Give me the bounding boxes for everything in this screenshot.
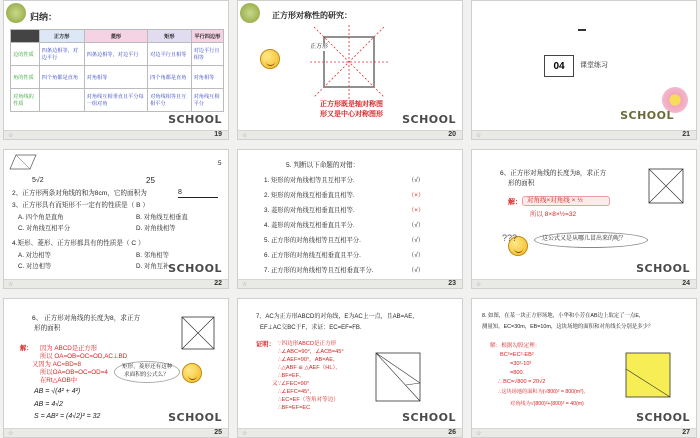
slide-number: 26: [448, 429, 456, 436]
question-line1: 6、 正方形对角线的长度为8，求正方: [32, 315, 141, 322]
question-line2: 形的面积: [34, 325, 61, 332]
solution-step: BC²=EC²-EB²: [500, 352, 534, 358]
thought-text: 这公式又是从哪儿冒出来的呢？: [542, 236, 627, 242]
mark-2: （×）: [408, 192, 425, 199]
table-header: 平行四边形: [191, 30, 223, 43]
slide-footer: [238, 428, 462, 437]
question-line1: 8. 如图，在某一块正方形场地，小华和小芳在AB边上取定了一点E，: [482, 313, 645, 319]
school-watermark: SCHOOL: [168, 113, 222, 126]
statement-7: 7. 正方形的对角线相等且互相垂直平分.: [264, 267, 374, 274]
slide-anim-icon: ☆: [476, 133, 482, 139]
row-header: 边的性质: [11, 43, 40, 66]
square-abcd-diagram: [176, 313, 220, 355]
slide-number: 24: [682, 280, 690, 287]
slide-title: 归纳：: [30, 12, 58, 22]
slide-number: 22: [214, 280, 222, 287]
slide-thumbnail-22[interactable]: [3, 149, 229, 289]
option-a: A. 对边相等: [18, 252, 51, 259]
statement-6: 6. 正方形的对角线互相垂直且平分.: [264, 252, 361, 259]
solution-step: =30²-10²: [510, 361, 532, 367]
table-cell: 对角相等: [191, 66, 223, 89]
answer-5: 5: [218, 160, 222, 167]
school-watermark: SCHOOL: [636, 262, 690, 275]
area-calculation: 所以 8×8×½=32: [530, 211, 577, 218]
slide-thumbnail-25[interactable]: [3, 298, 229, 438]
question-3: 3、正方形具有而矩形不一定有的性质是（ B ）: [12, 202, 150, 209]
slide-anim-icon: ☆: [8, 431, 14, 437]
table-cell: 四个角都是直角: [148, 66, 191, 89]
table-cell: 四个角都是直角: [39, 66, 84, 89]
slide-anim-icon: ☆: [242, 282, 248, 288]
section-badge: 04: [544, 55, 574, 77]
table-header: [11, 30, 40, 43]
parallelogram-diagram: [8, 153, 38, 173]
summary-table: [10, 29, 224, 112]
question-line1: 6、正方形对角线的长度为8，求正方: [500, 170, 607, 177]
solution-label: 解：: [20, 345, 33, 352]
school-watermark: SCHOOL: [620, 109, 674, 122]
answer-8: 8: [178, 188, 218, 198]
table-cell: 四条边相等，对边平行: [39, 43, 84, 66]
solution-step: ∴这块场地的面积为(√800)² = 800(m²),: [498, 389, 585, 395]
school-watermark: SCHOOL: [402, 113, 456, 126]
equation-1: AB = √(4² + 4²): [34, 388, 81, 395]
question-line2: 测量知，EC=30m，EB=10m，这块场地的面积和对角线长分别是多少？: [482, 324, 654, 330]
solution-step: 解：根据勾股定理：: [490, 343, 541, 349]
table-header: 正方形: [39, 30, 84, 43]
table-cell: 对角线互相垂直且平分每一组对角: [84, 89, 147, 112]
solution-label: 解：: [508, 199, 522, 206]
slide-footer: [472, 130, 696, 139]
school-watermark: SCHOOL: [402, 411, 456, 424]
slide-thumbnail-24[interactable]: [471, 149, 697, 289]
answer-5-root-2: 5√2: [32, 177, 44, 184]
square-diagram: [646, 166, 686, 206]
question-line1: 7、AC为正方形ABCD的对角线，E为AC上一点，且AB=AE，: [256, 314, 419, 320]
proof-step: 又∵∠FEC=90°: [272, 381, 310, 387]
slide-footer: [472, 279, 696, 288]
slide-footer: [238, 279, 462, 288]
slide-footer: [4, 279, 228, 288]
option-c: C. 对角线互相平分: [18, 225, 71, 232]
slide-anim-icon: ☆: [476, 431, 482, 437]
slide-thumbnail-23[interactable]: [237, 149, 463, 289]
proof-step: ∴∠EFC=45°，: [278, 389, 316, 395]
proof-line-4: 所以OA=OB=OC=OD=4: [40, 369, 108, 376]
slide-thumbnail-27[interactable]: [471, 298, 697, 438]
school-watermark: SCHOOL: [636, 411, 690, 424]
question-2: 2、正方形两条对角线的和为8cm，它的面积为: [12, 190, 147, 197]
option-d: D. 对角互补: [136, 263, 170, 270]
option-c: C. 对边相等: [18, 263, 52, 270]
smiley-face-icon: [260, 49, 280, 69]
table-cell: 对边平行且相等: [191, 43, 223, 66]
bubble-line1: 矩形，菱形还有这种: [122, 364, 173, 370]
leaf-decoration-icon: [240, 3, 260, 23]
proof-step: ∴BF=EF，: [278, 373, 305, 379]
slide-footer: [238, 130, 462, 139]
slide-thumbnail-21[interactable]: [471, 0, 697, 140]
table-cell: 四条边相等，对边平行: [84, 43, 147, 66]
slide-anim-icon: ☆: [8, 133, 14, 139]
table-cell: [39, 89, 84, 112]
slide-number: 25: [214, 429, 222, 436]
slide-anim-icon: ☆: [242, 133, 248, 139]
proof-line-5: 在Rt△AOB中: [40, 377, 78, 384]
slide-number: 21: [682, 131, 690, 138]
slide-thumbnail-26[interactable]: [237, 298, 463, 438]
table-cell: 对边平行且相等: [148, 43, 191, 66]
mark-7: （√）: [408, 267, 425, 274]
option-a: A. 四个角是直角: [18, 214, 64, 221]
statement-2: 2. 矩形的对角线互相垂直且相等.: [264, 192, 355, 199]
section-title: 课堂练习: [580, 62, 608, 69]
mark-6: （√）: [408, 252, 425, 259]
row-header: 角的性质: [11, 66, 40, 89]
school-watermark: SCHOOL: [168, 411, 222, 424]
symmetry-note-line1: 正方形既是轴对称图: [320, 101, 383, 108]
question-mark-icon: ???: [502, 233, 518, 243]
proof-step: ∴∠ABC=90°，∠ACB=45°: [278, 349, 344, 355]
table-cell: 对角相等: [84, 66, 147, 89]
proof-step: ∴EC=EF（等角对等边）: [278, 397, 339, 403]
slide-anim-icon: ☆: [8, 282, 14, 288]
mark-5: （√）: [408, 237, 425, 244]
solution-step: =800.: [510, 370, 525, 376]
proof-step: ∴BF=EF=EC: [278, 405, 311, 411]
slide-title: 5. 判断以下命题的对错：: [286, 162, 360, 169]
slide-anim-icon: ☆: [476, 282, 482, 288]
slide-thumbnail-20[interactable]: [237, 0, 463, 140]
slide-thumbnail-19[interactable]: [3, 0, 229, 140]
table-header: 菱形: [84, 30, 147, 43]
table-cell: 对角线互相平分: [191, 89, 223, 112]
mark-1: （√）: [408, 177, 425, 184]
proof-line-1: 因为 ABCD是正方形: [40, 345, 98, 352]
equation-2: AB = 4√2: [34, 401, 63, 408]
symmetry-note-line2: 形又是中心对称图形: [320, 111, 383, 118]
square-label: 正方形: [310, 44, 329, 50]
field-square-diagram: [622, 349, 682, 403]
mark-4: （√）: [408, 222, 425, 229]
proof-step: ∴∠AEF=90°，AB=AE，: [278, 357, 339, 363]
question-line2: EF⊥AC交BC于F，求证：EC=EF=FB．: [260, 325, 366, 331]
option-b: B. 对角线互相垂直: [136, 214, 188, 221]
proof-step: ∵四边形ABCD是正方形: [278, 341, 337, 347]
statement-4: 4. 菱形的对角线互相垂直且平分.: [264, 222, 355, 229]
statement-5: 5. 正方形的对角线相等且互相平分.: [264, 237, 361, 244]
bubble-line2: 求面积的公式么？: [124, 372, 169, 378]
option-d: D. 对角线相等: [136, 225, 176, 232]
slide-anim-icon: ☆: [242, 431, 248, 437]
statement-1: 1. 矩形的对角线相等且互相平分.: [264, 177, 355, 184]
slide-number: 27: [682, 429, 690, 436]
solution-step: 对角线为√(800)²+(800)² = 40(m): [510, 401, 584, 407]
smiley-face-icon: [182, 363, 202, 383]
proof-step: ∴△ABF ≌ △AEF（HL），: [278, 365, 341, 371]
area-formula: 对角线×对角线 × ½: [527, 197, 583, 204]
question-line2: 形的面积: [508, 180, 535, 187]
row-header: 对角线的性质: [11, 89, 40, 112]
slide-number: 23: [448, 280, 456, 287]
mark-3: （×）: [408, 207, 425, 214]
solution-step: ∴ BC=√800 = 20√2: [498, 379, 546, 385]
lamp-decoration-icon: [578, 23, 586, 31]
slide-number: 19: [214, 131, 222, 138]
proof-line-2: 所以 OA=OB=OC=OD,AC⊥BD: [40, 353, 128, 360]
table-header: 矩形: [148, 30, 191, 43]
slide-footer: [472, 428, 696, 437]
question-4: 4.矩形、菱形、正方形都具有的性质是（ C ）: [12, 240, 145, 247]
school-watermark: SCHOOL: [168, 262, 222, 275]
slide-number: 20: [448, 131, 456, 138]
slide-title: 正方形对称性的研究：: [272, 11, 352, 20]
slide-footer: [4, 428, 228, 437]
leaf-decoration-icon: [6, 3, 26, 23]
table-cell: 对角线相等且互相平分: [148, 89, 191, 112]
square-proof-diagram: [370, 349, 426, 409]
statement-3: 3. 菱形的对角线互相垂直且相等.: [264, 207, 355, 214]
option-b: B. 邻角相等: [136, 252, 169, 259]
square-symmetry-diagram: [300, 23, 400, 103]
proof-line-3: 又因为 AC=BD=8: [32, 361, 81, 368]
answer-25: 25: [146, 176, 155, 185]
slide-footer: [4, 130, 228, 139]
equation-3: S = AB² = (4√2)² = 32: [34, 413, 101, 420]
proof-label: 证明：: [256, 341, 275, 348]
